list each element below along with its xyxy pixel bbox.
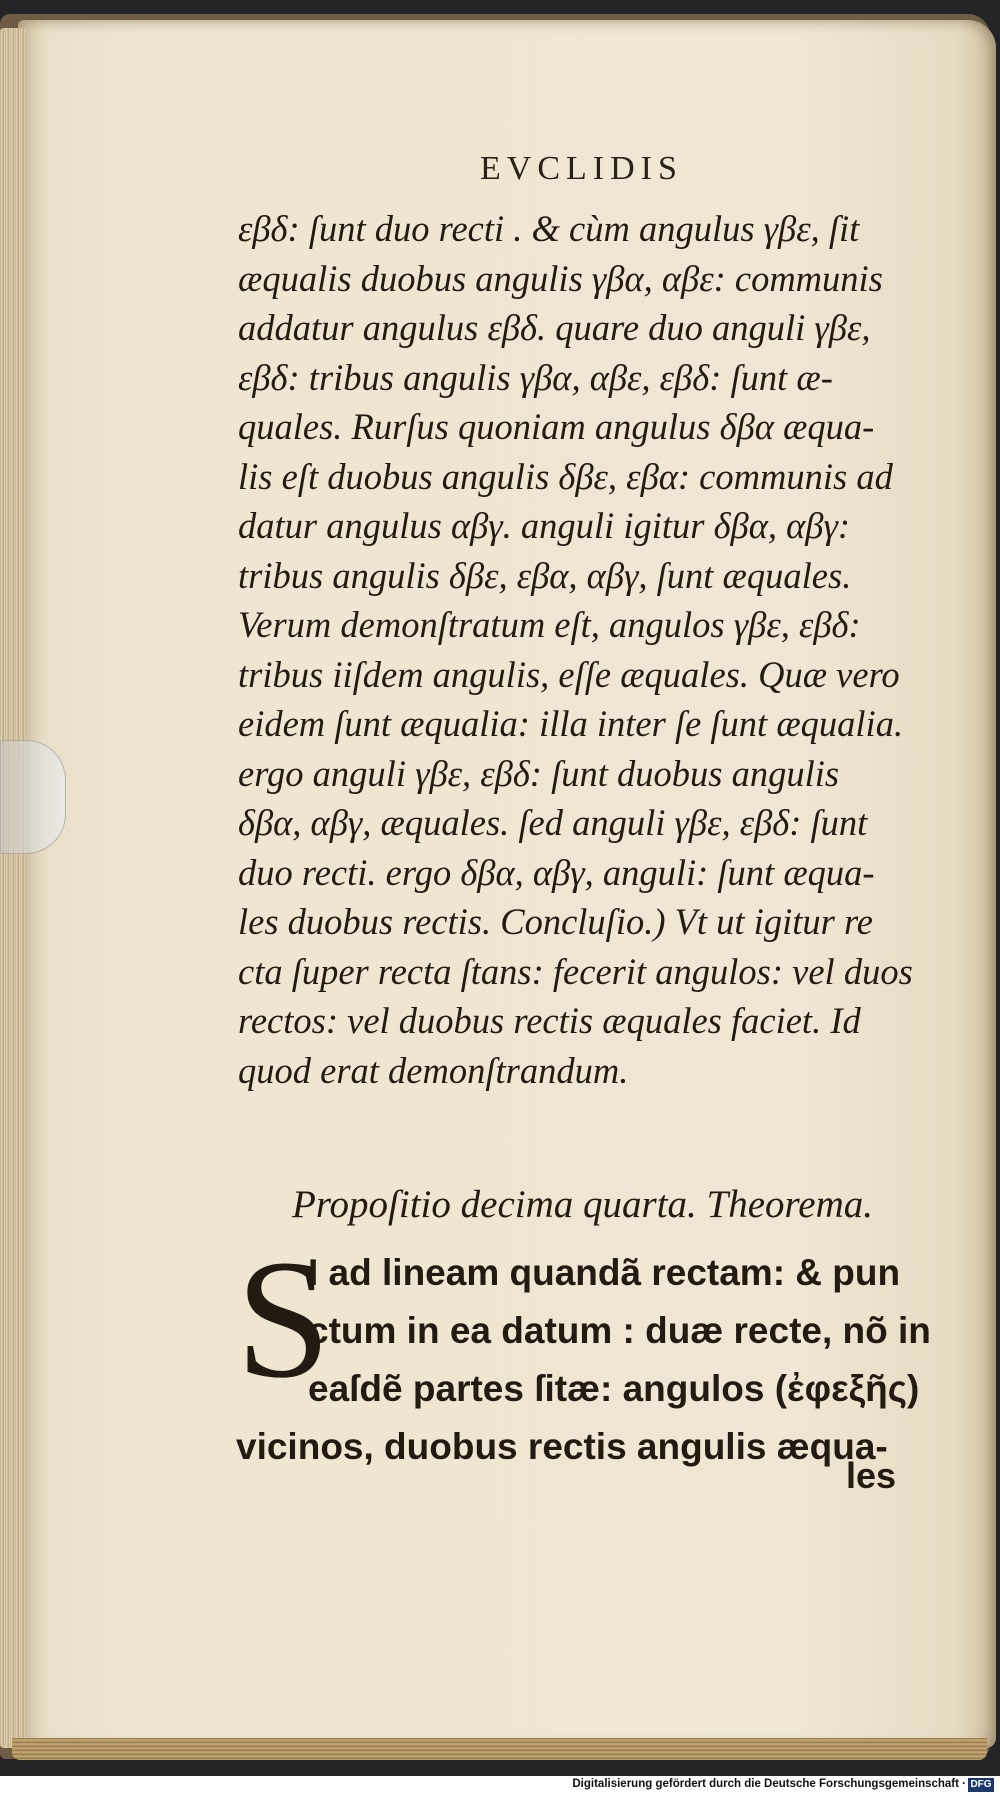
text-line: quales. Rurſus quoniam angulus δβα æqua- [238, 406, 875, 447]
digitization-credit: Digitalisierung gefördert durch die Deutsche Forschungsgemeinschaft · [572, 1778, 966, 1790]
text-line: rectos: vel duobus rectis æquales faciet. Id [238, 1000, 861, 1041]
drop-cap: S [236, 1225, 331, 1413]
page-stack-edges [0, 28, 26, 1748]
proposition-line: vicinos, duobus rectis angulis æqua- [236, 1426, 888, 1467]
text-line: æqualis duobus angulis γβα, αβε: communis [238, 257, 883, 299]
text-line: cta ſuper recta ſtans: fecerit angulos: vel duos [238, 950, 913, 992]
proposition-line: ctum in ea datum : duæ recte, nõ in [308, 1310, 931, 1351]
text-line: addatur angulus εβδ. quare duo anguli γβε, [238, 307, 871, 348]
proposition-text [236, 1244, 976, 1476]
text-line: eidem ſunt æqualia: illa inter ſe ſunt æqualia. [238, 703, 904, 744]
proposition-title: Propoſitio decima quarta. Theorema. [292, 1183, 873, 1226]
text-line: δβα, αβγ, æquales. ſed anguli γβε, εβδ: ſunt [238, 802, 868, 843]
page-clip [0, 740, 66, 854]
book-bottom-edge [12, 1738, 987, 1760]
text-line: datur angulus αβγ. anguli igitur δβα, αβγ: [238, 505, 850, 546]
dfg-logo: DFG [968, 1778, 994, 1792]
text-line: ergo anguli γβε, εβδ: ſunt duobus angulis [238, 752, 840, 794]
text-line: tribus angulis δβε, εβα, αβγ, ſunt æquales. [238, 554, 852, 596]
catchword: les [846, 1455, 897, 1496]
body-text [238, 204, 968, 1095]
text-line: duo recti. ergo δβα, αβγ, anguli: ſunt æqua- [238, 851, 875, 893]
running-head: EVCLIDIS [480, 150, 683, 187]
proposition-line: I ad lineam quandã rectam: & pun [308, 1252, 901, 1293]
text-line: εβδ: ſunt duo recti . & cùm angulus γβε, ſit [238, 208, 860, 249]
proposition-line: eaſdẽ partes ſitæ: angulos (ἐφεξῆς) [308, 1368, 920, 1409]
text-line: Verum demonſtratum eſt, angulos γβε, εβδ: [238, 604, 861, 645]
text-line: εβδ: tribus angulis γβα, αβε, εβδ: ſunt æ- [238, 356, 833, 398]
text-line: les duobus rectis. Concluſio.) Vt ut igitur re [238, 901, 873, 942]
text-line: quod erat demonſtrandum. [238, 1049, 629, 1091]
text-line: tribus iiſdem angulis, eſſe æquales. Quæ vero [238, 653, 900, 695]
text-line: lis eſt duobus angulis δβε, εβα: communis ad [238, 455, 893, 497]
